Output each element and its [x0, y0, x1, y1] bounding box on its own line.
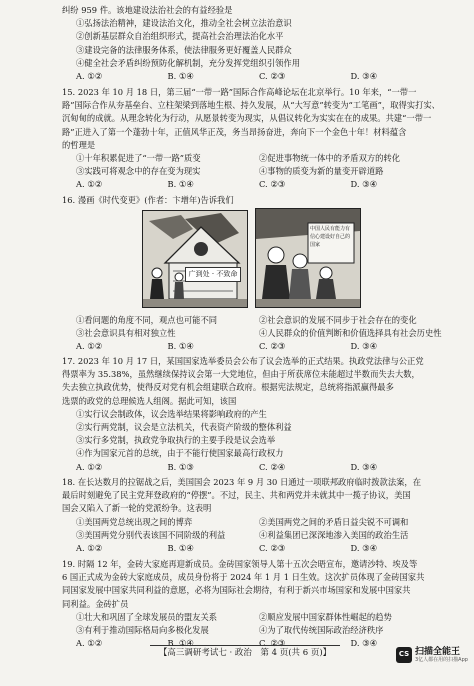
question-16-items [62, 314, 442, 354]
scanner-watermark [396, 647, 468, 663]
q18-item-4: ④利益集团已深深地渗入美国的政治生活 [259, 529, 409, 540]
cartoon-left-panel [142, 210, 248, 308]
q15-options [62, 178, 442, 191]
q16-item-2: ②社会意识的发展不同步于社会存在的变化 [259, 315, 417, 325]
cartoon-right-panel [255, 208, 361, 308]
option-d: D. ③④ [350, 341, 378, 352]
q15-item-3: ③实践可将观念中的存在变为现实 [76, 166, 201, 177]
q17-item-3: ③实行多党制，执政党争取执行的主要手段是议会选举 [76, 435, 276, 446]
option-d: D. ③④ [350, 542, 378, 553]
cartoon-right-sign: 中国人民有能力有信心建设好自己的国家 [310, 226, 351, 248]
q17-options [62, 461, 442, 474]
q19-item-1: ①壮大和巩固了全球发展员的盟友关系 [76, 611, 218, 622]
q17-line: 得票率为 35.38%，虽然继续保持议会第一大党地位，但由于所获席位未能超过半数而失去大数， [62, 369, 420, 380]
q18-item-3: ③美国两党分别代表该国不同阶级的利益 [76, 529, 226, 540]
q15-item-4: ④事物的质变为新的量变开辟道路 [259, 166, 384, 177]
q15-item-2: ②促进事物统一体中的矛盾双方的转化 [259, 152, 401, 163]
q18-item-1: ①美国两党总统出现之间的博弈 [76, 516, 193, 527]
q18-items-row [62, 516, 442, 529]
q15-line: 的哲理是 [62, 139, 96, 150]
q18-line: 18. 在长达数月的拉锯战之后，美国国会 2023 年 9 月 30 日通过一项联邦政府临时拨款法案，在 [62, 477, 422, 487]
option-d: D. ③④ [350, 70, 378, 81]
q14-line: ④健全社会矛盾纠纷预防化解机制，充分发挥党组织引领作用 [76, 57, 301, 68]
q17-line: 失去独立执政优势，使得反对党有机会组建联合政府。根据宪法规定，总统将指派赢得最多 [62, 382, 394, 393]
cartoon-right-drawing [256, 209, 360, 307]
question-15 [62, 86, 442, 192]
question-18 [62, 476, 442, 555]
scanner-logo-icon: CS [396, 647, 412, 663]
q17-item-2: ②实行两党制，议会是立法机关，代表资产阶级的整体利益 [76, 421, 292, 432]
option-b: B. ①③ [167, 461, 194, 472]
q17-line: 17. 2023 年 10 月 17 日，某国国家选举委员会公布了议会选举的正式结果。执政党法律与公正党 [62, 356, 424, 366]
q15-items-row [62, 165, 442, 178]
q14-options [62, 70, 442, 83]
option-a: A. ①② [76, 638, 103, 649]
option-c: C. ②③ [259, 179, 286, 190]
page-footer: 【高三调研考试七 · 政治 第 4 页(共 6 页)】 [150, 645, 340, 660]
q17-item-4: ④作为国家元首的总统，由于不能行使国家最高行政权力 [76, 448, 284, 459]
q19-line: 19. 时隔 12 年，金砖大家庭再迎新成员。金砖国家领导人第十五次会晤宣布，邀请沙特、埃及等 [62, 559, 418, 569]
q16-item-3: ③社会意识具有相对独立性 [76, 328, 176, 339]
option-c: C. ②③ [259, 542, 286, 553]
q16-stem: 16. 漫画《时代变更》(作者：卞增年)告诉我们 [62, 195, 234, 205]
q18-item-2: ②美国两党之间的矛盾日益尖锐不可调和 [259, 516, 409, 527]
q14-line: ①弘扬法治精神，建设法治文化，推动全社会树立法治意识 [76, 18, 292, 29]
option-d: D. ③④ [350, 461, 378, 472]
q19-item-4: ④为了取代传统国际政治经济秩序 [259, 624, 384, 635]
question-19 [62, 558, 442, 650]
q19-line: 6 国正式成为金砖大家庭成员，成员身份将于 2024 年 1 月 1 日生效。这次扩员体现了金砖国家共 [62, 572, 425, 583]
q16-item-1: ①看问题的角度不同，观点也可能不同 [76, 315, 218, 325]
q17-line: 选票的政党的总理候选人组阁。据此可知，该国 [62, 395, 237, 406]
option-a: A. ①② [76, 341, 103, 352]
q14-line: 纠纷 959 件。该地建设法治社会的有益经验是 [62, 5, 233, 15]
q19-item-3: ③有利于推动国际格局向多极化发展 [76, 624, 209, 635]
option-a: A. ①② [76, 70, 103, 81]
q16-options [62, 340, 442, 353]
q18-items-row [62, 529, 442, 542]
option-a: A. ①② [76, 179, 103, 190]
option-d: D. ③④ [350, 638, 378, 649]
question-17 [62, 355, 442, 474]
cartoon-left-sign: 广到处 · 不致命 [185, 267, 241, 282]
q18-line: 最后时刻避免了民主党拜登政府的“停摆”。不过，民主、共和两党并未就其中一揽子协议，美国 [62, 490, 411, 501]
option-b: B. ①④ [167, 638, 194, 649]
q19-line: 同利益。金砖扩员 [62, 598, 129, 609]
scanner-name: 扫描全能王 [415, 647, 461, 657]
q15-item-1: ①十年积累促进了“一带一路”质变 [76, 152, 201, 163]
option-a: A. ①② [76, 461, 103, 472]
cartoon-left-drawing [143, 211, 247, 307]
q19-item-2: ②顺应发展中国家群体性崛起的趋势 [259, 611, 392, 622]
option-b: B. ①④ [167, 542, 194, 553]
q18-options [62, 542, 442, 555]
option-b: B. ①④ [167, 70, 194, 81]
q15-line: 路”正进入了第一个蓬勃十年，正值风华正茂，务当昂扬奋进，奔向下一个金色十年！材料蕴含 [62, 126, 407, 137]
q16-items-row [62, 327, 442, 340]
option-c: C. ②④ [259, 461, 286, 472]
option-b: B. ①④ [167, 341, 194, 352]
option-c: C. ②③ [259, 638, 286, 649]
option-b: B. ①④ [167, 179, 194, 190]
question-16 [62, 194, 442, 207]
q15-line: 沉甸甸的成就。从理念转化为行动，从愿景转变为现实，从倡议转化为实实在在的成果。共建“一带一 [62, 113, 432, 124]
q14-line: ②创新基层群众自治组织形式，提高社会治理法治化水平 [76, 31, 284, 42]
option-a: A. ①② [76, 542, 103, 553]
scanner-tagline: 3亿人都在用的扫描App [415, 657, 468, 663]
q16-item-4: ④人民群众的价值判断和价值选择具有社会历史性 [259, 328, 442, 339]
q15-line: 路”国际合作从夯基垒台、立柱架梁到落地生根、持久发展，从“大写意”转变为“工笔画”，取得实打实、 [62, 100, 440, 111]
option-d: D. ③④ [350, 179, 378, 190]
q19-items-row [62, 624, 442, 637]
q17-item-1: ①实行议会制政体，议会选举结果将影响政府的产生 [76, 408, 267, 419]
q15-line: 15. 2023 年 10 月 18 日，第三届“一带一路”国际合作高峰论坛在北京举行。10 年来，“一带一 [62, 87, 417, 97]
q19-line: 同国家发展中国家共同利益的意愿，必将为国际社会期待，有利于新兴市场国家和发展中国家共 [62, 585, 411, 596]
q19-items-row [62, 611, 442, 624]
question-14-continuation [62, 4, 442, 83]
q14-line: ③建设完备的法律服务体系，使法律服务更好覆盖人民群众 [76, 44, 292, 55]
option-c: C. ②③ [259, 341, 286, 352]
q18-line: 国会又陷入了新一轮的党派纷争。这表明 [62, 503, 212, 514]
q15-items-row [62, 152, 442, 165]
q16-items-row [62, 314, 442, 327]
option-c: C. ②③ [259, 70, 286, 81]
